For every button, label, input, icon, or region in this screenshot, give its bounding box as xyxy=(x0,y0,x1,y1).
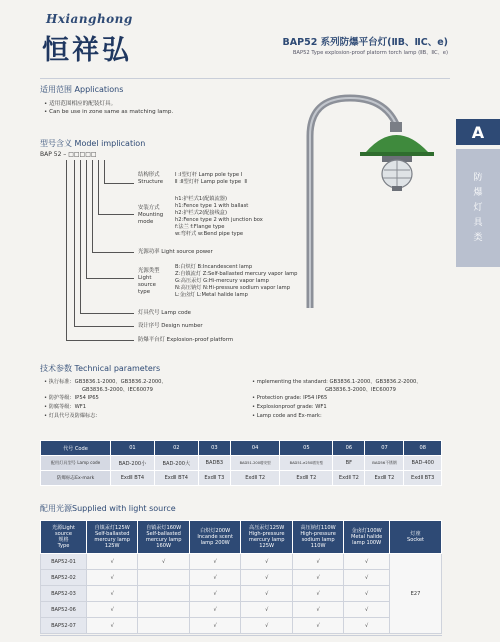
table-header-cell: 白炽灯200W Incande scent lamp 200W xyxy=(189,521,241,554)
table-header-cell: 01 xyxy=(111,441,155,456)
table-cell: √ xyxy=(189,602,241,618)
table-row xyxy=(41,471,442,486)
power-label: 光源功率 Light source power xyxy=(138,249,213,255)
table-cell: √ xyxy=(241,618,292,634)
connector-line xyxy=(98,160,99,214)
table-cell: √ xyxy=(87,570,138,586)
table-header-cell: 自镇汞灯160W Self-ballasted mercury lamp 160W xyxy=(138,521,189,554)
connector-line xyxy=(92,160,93,252)
connector-line xyxy=(86,160,87,278)
table-cell: √ xyxy=(344,602,390,618)
platform-label: 防爆平台灯 Explosion-proof platform xyxy=(138,337,234,343)
table-cell: BAP52-03 xyxy=(41,586,87,602)
table-cell: 防爆标志Ex-mark xyxy=(41,471,111,486)
std-en: • mplementing the standard: GB3836.1-2000、GB3836.2-2000、 xyxy=(252,379,422,385)
source-label: 光源类型 Light source type xyxy=(138,268,160,295)
lampcode-label: 灯具代号 Lamp code xyxy=(138,310,191,316)
table-row xyxy=(41,602,442,618)
table-cell: ExdⅡ T2 xyxy=(230,471,279,486)
table-cell: ExdⅡ T2 xyxy=(280,471,333,486)
supply-table xyxy=(40,520,442,634)
table-cell: BADB3 xyxy=(198,456,230,471)
table-cell: √ xyxy=(87,586,138,602)
table-cell xyxy=(138,586,189,602)
table-cell: √ xyxy=(292,602,343,618)
connector-line xyxy=(104,160,105,183)
table-header-cell: 06 xyxy=(333,441,365,456)
table-cell: BAP52-06 xyxy=(41,602,87,618)
logo-chinese: 恒祥弘 xyxy=(42,35,132,66)
table-cell xyxy=(138,618,189,634)
connector-line xyxy=(80,160,81,313)
explo-en: • Explosionproof grade: WF1 xyxy=(252,404,327,410)
table-header-cell: 08 xyxy=(404,441,442,456)
table-row xyxy=(41,586,442,602)
source-values: B:白炽灯 B:Incandescent lamp Z:自镇流灯 Z:Self-ballasted mercury vapor lamp G:高压汞灯 G:Hi-mercury vapor lamp N:高压钠灯 N:Hi-pressure sodium vapor lamp L:金卤灯 L:Metal halide lamp xyxy=(175,264,298,298)
table-cell: √ xyxy=(292,618,343,634)
category-char: 类 xyxy=(473,232,483,243)
std-cn-2: GB3836.3-2000、IEC60079 xyxy=(82,387,153,393)
table-cell: BAP52-07 xyxy=(41,618,87,634)
table-cell: √ xyxy=(344,554,390,570)
structure-label: 结构形式 Structure xyxy=(138,172,164,185)
table-cell: ExdⅡ T2 xyxy=(333,471,365,486)
table-cell: √ xyxy=(344,570,390,586)
table-header-cell: 05 xyxy=(280,441,333,456)
table-cell: √ xyxy=(189,618,241,634)
table-cell: √ xyxy=(344,618,390,634)
protect-cn: • 防护等级：IP54 IP65 xyxy=(44,395,99,401)
table-cell xyxy=(138,570,189,586)
category-char: 爆 xyxy=(473,187,483,198)
table-header-cell: 光源Light source 规格 Type xyxy=(41,521,87,554)
connector-line xyxy=(86,278,134,279)
table-row xyxy=(41,456,442,471)
table-header-cell: 02 xyxy=(154,441,198,456)
scope-bullet-cn: • 适用范围相应的配装灯具。 xyxy=(44,101,117,107)
table-cell: BAD-200大 xyxy=(154,456,198,471)
table-cell: BAD-200小 xyxy=(111,456,155,471)
scope-heading: 适用范围 Applications xyxy=(40,85,124,94)
platform-lamp-illustration xyxy=(288,78,456,308)
code-en: • Lamp code and Ex-mark: xyxy=(252,413,322,419)
explo-cn: • 防腐等级：WF1 xyxy=(44,404,87,410)
connector-line xyxy=(92,252,134,253)
table-cell: √ xyxy=(138,554,189,570)
tech-heading: 技术参数 Technical parameters xyxy=(40,364,161,373)
table-header-row xyxy=(41,521,442,554)
table-header-cell: 金卤灯100W Metal halide lamp 100W xyxy=(344,521,390,554)
table-cell: √ xyxy=(87,602,138,618)
logo-latin: Hxianghong xyxy=(46,12,133,26)
mounting-values: h1:护栏式1(配镇流器) h1:Fence type 1 with ballast h2:护栏式2(配接线盒) h2:Fence type 2 with junction box f:法兰 f:Flange type w:弯杆式 w:Bend pipe type xyxy=(175,196,263,237)
section-tab-category xyxy=(456,149,500,267)
table-cell: ExdⅡ BT4 xyxy=(154,471,198,486)
table-cell: √ xyxy=(87,618,138,634)
connector-line xyxy=(66,160,67,340)
category-char: 防 xyxy=(473,172,483,183)
table-cell: √ xyxy=(87,554,138,570)
category-char: 灯 xyxy=(473,202,483,213)
table-cell: BAD51-e250增安型 xyxy=(280,456,333,471)
table-cell: √ xyxy=(241,570,292,586)
table-header-cell: 灯座 Socket xyxy=(390,521,442,554)
table-cell: ExdⅡ BT4 xyxy=(111,471,155,486)
structure-values: Ⅰ :Ⅰ型灯杆 Lamp pole type Ⅰ Ⅱ :Ⅱ型灯杆 Lamp pole type Ⅱ xyxy=(175,172,247,185)
table-header-cell: 代号 Code xyxy=(41,441,111,456)
table-header-cell: 高压钠灯110W High-pressure sodium lamp 110W xyxy=(292,521,343,554)
table-cell: √ xyxy=(189,554,241,570)
table-header-cell: 高压汞灯125W High-pressure mercury lamp 125W xyxy=(241,521,292,554)
design-label: 设计序号 Design number xyxy=(138,323,203,329)
footer-divider xyxy=(40,635,442,636)
table-cell: √ xyxy=(241,586,292,602)
page-title: BAP52 系列防爆平台灯(ⅡB、ⅡC、e) xyxy=(282,37,448,48)
connector-line xyxy=(66,340,134,341)
table-cell: BAD51-200增安型 xyxy=(230,456,279,471)
table-cell: √ xyxy=(292,570,343,586)
table-row xyxy=(41,570,442,586)
socket-cell: E27 xyxy=(390,554,442,634)
connector-line xyxy=(74,326,134,327)
table-cell: 配用灯具型号 Lamp code xyxy=(41,456,111,471)
table-cell: BAD-400 xyxy=(404,456,442,471)
table-cell: BF xyxy=(333,456,365,471)
table-cell: ExdⅡ T3 xyxy=(198,471,230,486)
table-header-cell: 07 xyxy=(365,441,404,456)
protect-en: • Protection grade: IP54 IP65 xyxy=(252,395,328,401)
table-row xyxy=(41,618,442,634)
connector-line xyxy=(104,183,134,184)
table-cell: √ xyxy=(292,554,343,570)
table-header-row xyxy=(41,441,442,456)
connector-line xyxy=(74,160,75,326)
table-cell: √ xyxy=(344,586,390,602)
code-table xyxy=(40,440,442,486)
connector-line xyxy=(98,214,134,215)
model-heading: 型号含义 Model implication xyxy=(40,139,146,148)
std-cn: • 执行标准：GB3836.1-2000、GB3836.2-2000、 xyxy=(44,379,167,385)
table-cell: √ xyxy=(189,570,241,586)
table-cell xyxy=(138,602,189,618)
table-header-cell: 自镇汞灯125W Self-ballasted mercury lamp 125W xyxy=(87,521,138,554)
model-code: BAP 52 – □□□□□ xyxy=(40,151,97,158)
table-row xyxy=(41,554,442,570)
table-cell: √ xyxy=(292,586,343,602)
table-cell: BAP52-02 xyxy=(41,570,87,586)
table-cell: ExdⅡ BT3 xyxy=(404,471,442,486)
table-header-cell: 03 xyxy=(198,441,230,456)
table-cell: √ xyxy=(189,586,241,602)
code-cn: • 灯具代号及防爆标志： xyxy=(44,413,101,419)
supply-heading: 配用光源Supplied with light source xyxy=(40,504,176,513)
std-en-2: GB3836.3-2000、IEC60079 xyxy=(325,387,396,393)
table-cell: ExdⅡ T2 xyxy=(365,471,404,486)
table-header-cell: 04 xyxy=(230,441,279,456)
table-cell: BAP52-01 xyxy=(41,554,87,570)
table-cell: √ xyxy=(241,602,292,618)
section-tab-letter[interactable]: A xyxy=(456,119,500,145)
table-cell: BAD56不锈钢 xyxy=(365,456,404,471)
connector-line xyxy=(80,313,134,314)
page-subtitle: BAP52 Type explosion-proof platorm torch lamp (ⅡB、ⅡC、e) xyxy=(292,50,448,56)
mounting-label: 安装方式 Mounting mode xyxy=(138,205,164,225)
scope-bullet-en: • Can be use in zone same as matching lamp. xyxy=(44,109,174,115)
category-char: 具 xyxy=(473,217,483,228)
table-cell: √ xyxy=(241,554,292,570)
